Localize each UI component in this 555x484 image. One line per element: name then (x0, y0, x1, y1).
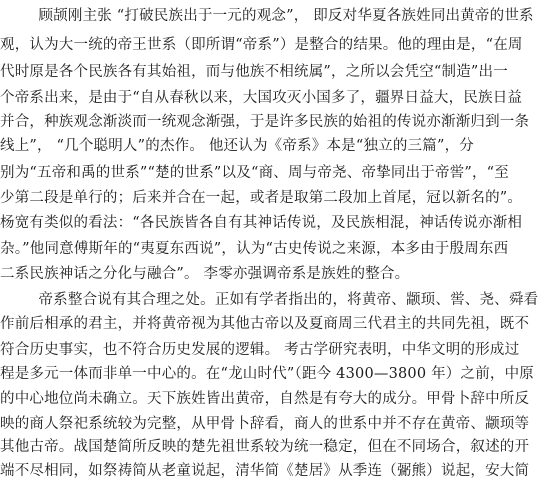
text-line: 帝系整合说有其合理之处。正如有学者指出的，将黄帝、颛顼、喾、尧、舜看 (0, 292, 539, 308)
text-line: 观，认为大一统的帝王世系（即所谓“帝系”）是整合的结果。他的理由是，“在周 (0, 37, 523, 53)
text-line: 并合，种族观念渐淡而一统观念渐强，于是许多民族的始祖的传说亦渐渐归到一条 (0, 114, 530, 130)
text-line: 杂。”他同意傅斯年的“夷夏东西说”，认为“古史传说之来源，本多由于殷周东西 (0, 241, 509, 257)
text-line: 的中心地位尚未确立。天下族姓皆出黄帝，自然是有夸大的成分。甲骨卜辞中所反 (0, 391, 530, 407)
text-line: 别为“五帝和禹的世系”“楚的世系”以及“商、周与帝尧、帝挚同出于帝喾”，“至 (0, 165, 509, 181)
text-line: 二系民族神话之分化与融合”。 李零亦强调帝系是族姓的整合。 (0, 266, 410, 282)
text-line: 代时原是各个民族各有其始祖，而与他族不相统属”，之所以会凭空“制造”出一 (0, 64, 508, 80)
text-line: 作前后相承的君主，并将黄帝视为其他古帝以及夏商周三代君主的共同先祖，既不 (0, 316, 530, 332)
text-line: 少第二段是单行的；后来并合在一起，或者是取第二段加上首尾，冠以新名的”。 (0, 190, 523, 206)
text-line: 杨宽有类似的看法：“各民族皆各自有其神话传说，及民族相混，神话传说亦渐相 (0, 215, 523, 231)
text-line: 映的商人祭祀系统较为完整，从甲骨卜辞看，商人的世系中并不存在黄帝、颛顼等 (0, 416, 530, 432)
text-line: 顾颉刚主张 “打破民族出于一元的观念”， 即反对华夏各族姓同出黄帝的世系 (0, 8, 534, 24)
text-line: 符合历史事实，也不符合历史发展的逻辑。 考古学研究表明，中华文明的形成过 (0, 342, 520, 358)
text-line: 程是多元一体而非单一中心的。在“龙山时代”（距今 4300—3800 年）之前，中原 (0, 366, 534, 382)
text-line: 个帝系出来，是由于“自从春秋以来，大国攻灭小国多了，疆界日益大，民族日益 (0, 90, 523, 106)
text-line: 线上”， “几个聪明人”的杰作。 他还认为《帝系》本是“独立的三篇”，分 (0, 138, 474, 154)
text-line: 其他古帝。战国楚简所反映的楚先祖世系较为统一稳定，但在不同场合，叙述的开 (0, 439, 530, 455)
text-line: 端不尽相同，如祭祷简从老童说起，清华简《楚居》从季连（䰜熊）说起，安大简 (0, 463, 530, 479)
